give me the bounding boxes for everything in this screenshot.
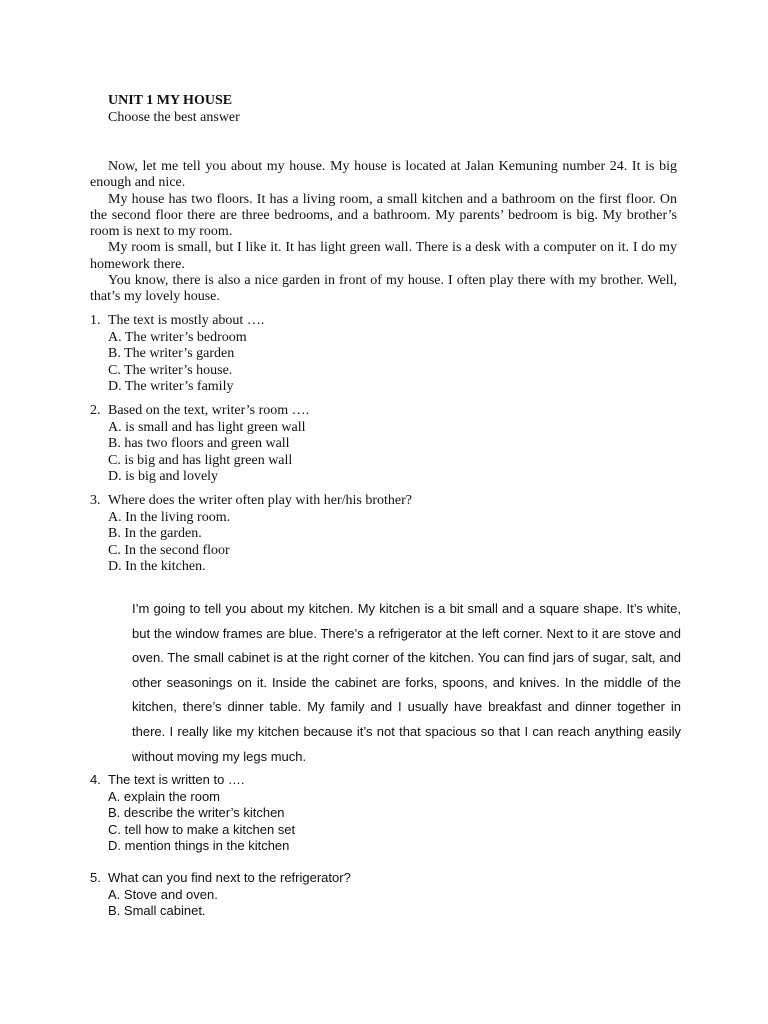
question-number: 4. xyxy=(90,772,101,787)
question-stem: What can you find next to the refrigerator? xyxy=(108,870,351,885)
answer-option[interactable]: C. tell how to make a kitchen set xyxy=(108,821,296,837)
question-number: 2. xyxy=(90,403,101,418)
question-2 xyxy=(90,403,650,486)
answer-option[interactable]: D. In the kitchen. xyxy=(108,559,206,574)
question-4 xyxy=(90,772,650,855)
question-stem: The text is mostly about …. xyxy=(108,313,265,328)
reading-passage-house xyxy=(90,159,677,306)
answer-option[interactable]: C. In the second floor xyxy=(108,542,230,558)
question-number: 3. xyxy=(90,493,101,508)
answer-option[interactable]: B. In the garden. xyxy=(108,526,202,541)
answer-option[interactable]: B. Small cabinet. xyxy=(108,903,206,918)
answer-option[interactable]: A. The writer’s bedroom xyxy=(108,329,247,345)
paragraph: You know, there is also a nice garden in front of my house. I often play there with my brother. Well, that’s my lovely house. xyxy=(90,273,677,305)
question-number: 1. xyxy=(90,313,101,328)
answer-option[interactable]: A. Stove and oven. xyxy=(108,886,218,902)
question-number: 5. xyxy=(90,870,101,885)
reading-passage-kitchen: I’m going to tell you about my kitchen. My kitchen is a bit small and a square shape. It’s white, but the window frames are blue. There’s a refrigerator at the left corner. Next to it are stove and oven. The small cabinet is at the right corner of the kitchen. You can find jars of sugar, salt, and other seasonings on it. Inside the cabinet are forks, spoons, and knives. In the middle of the kitchen, there’s dinner table. My family and I usually have breakfast and dinner together in there. I really like my kitchen because it’s not that spacious so that I can reach anything easily without moving my legs much. xyxy=(132,601,681,764)
instruction-text: Choose the best answer xyxy=(108,110,240,125)
answer-option[interactable]: D. is big and lovely xyxy=(108,469,219,484)
answer-option[interactable]: C. The writer’s house. xyxy=(108,362,233,378)
paragraph: My house has two floors. It has a living room, a small kitchen and a bathroom on the first floor. On the second floor there are three bedrooms, and a bathroom. My parents’ bedroom is big. My brother’s room is next to my room. xyxy=(90,191,677,240)
paragraph: Now, let me tell you about my house. My house is located at Jalan Kemuning number 24. It is big enough and nice. xyxy=(90,159,677,191)
question-stem: Based on the text, writer’s room …. xyxy=(108,403,310,418)
answer-option[interactable]: A. In the living room. xyxy=(108,509,231,525)
answer-option[interactable]: C. is big and has light green wall xyxy=(108,452,293,468)
question-5 xyxy=(90,870,650,920)
answer-option[interactable]: A. is small and has light green wall xyxy=(108,419,306,435)
answer-option[interactable]: D. The writer’s family xyxy=(108,379,234,394)
answer-option[interactable]: A. explain the room xyxy=(108,788,221,804)
unit-title: UNIT 1 MY HOUSE xyxy=(108,93,233,108)
question-stem: Where does the writer often play with her/his brother? xyxy=(108,493,413,508)
answer-option[interactable]: B. describe the writer’s kitchen xyxy=(108,805,285,820)
answer-option[interactable]: B. The writer’s garden xyxy=(108,346,235,361)
answer-option[interactable]: D. mention things in the kitchen xyxy=(108,838,290,853)
paragraph: My room is small, but I like it. It has light green wall. There is a desk with a computer on it. I do my homework there. xyxy=(90,240,677,272)
question-stem: The text is written to …. xyxy=(108,772,245,787)
question-3 xyxy=(90,493,650,576)
answer-option[interactable]: B. has two floors and green wall xyxy=(108,436,290,451)
question-1 xyxy=(90,313,650,396)
